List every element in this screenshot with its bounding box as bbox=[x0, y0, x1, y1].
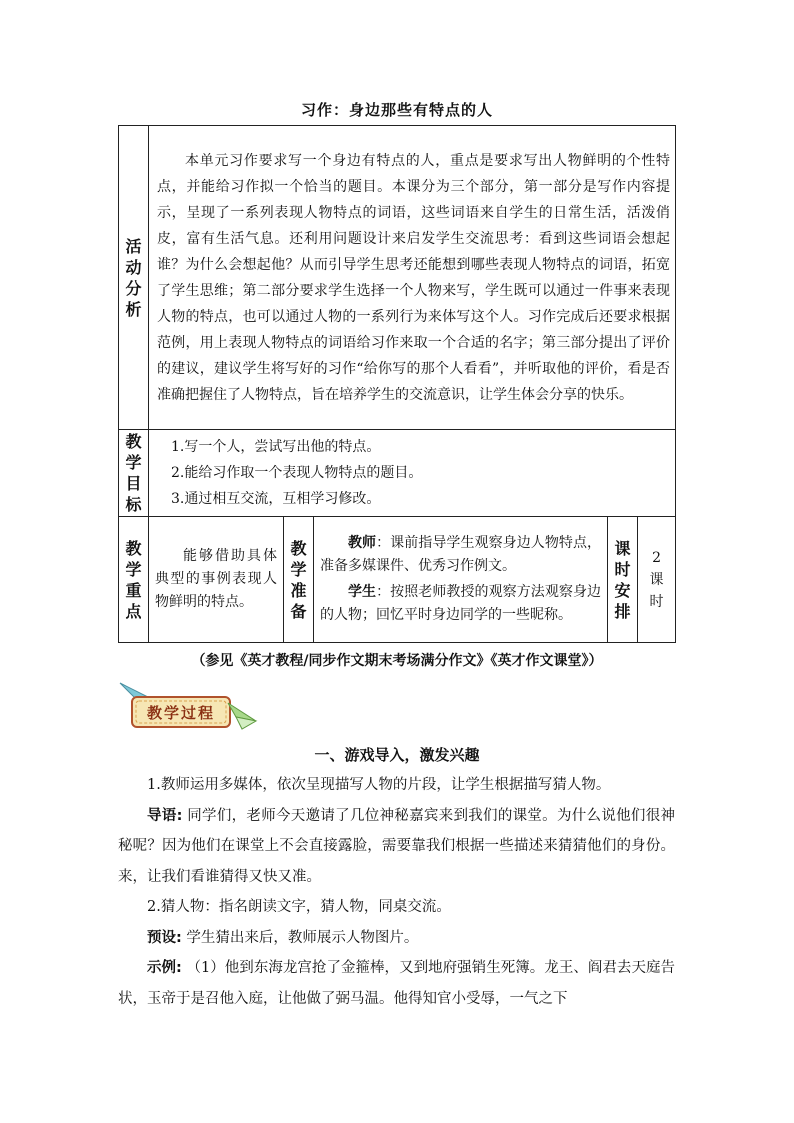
banner-label: 教学过程 bbox=[146, 704, 216, 722]
paragraph: 1.教师运用多媒体，依次呈现描写人物的片段，让学生根据描写猜人物。 bbox=[147, 777, 611, 793]
goal-item: 1.写一个人，尝试写出他的特点。 bbox=[171, 439, 381, 455]
schedule-label: 课 时 安 排 bbox=[608, 517, 638, 643]
keypoint-text: 能够借助具体典型的事例表现人物鲜明的特点。 bbox=[149, 517, 284, 643]
goals-label: 教 学 目 标 bbox=[119, 430, 149, 517]
preparation-text: 教师：课前指导学生观察身边人物特点，准备多媒课件、优秀习作例文。 学生：按照老师教授的观察方法观察身边的人物；回忆平时身边同学的一些昵称。 bbox=[314, 517, 608, 643]
analysis-text: 本单元习作要求写一个身边有特点的人，重点是要求写出人物鲜明的个性特点，并能给习作拟一个恰当的题目。本课分为三个部分，第一部分是写作内容提示，呈现了一系列表现人物特点的词语，这些词语来自学生的日常生活，活泼俏皮，富有生活气息。还利用问题设计来启发学生交流思考：看到这些词语会想起谁？为什么会想起他？从而引导学生思考还能想到哪些表现人物特点的词语，拓宽了学生思维；第二部分要求学生选择一个人物来写，学生既可以通过一件事来表现人物的特点，也可以通过人物的一系列行为来体写这个人。习作完成后还要求根据范例，用上表现人物特点的词语给习作来取一个合适的名字；第三部分提出了评价的建议，建议学生将写好的习作“给你写的那个人看看”，并听取他的评价，看是否准确把握住了人物特点，旨在培养学生的交流意识，让学生体会分享的快乐。 bbox=[149, 126, 676, 430]
keypoint-label: 教 学 重 点 bbox=[119, 517, 149, 643]
source-note: （参见《英才教程/同步作文期末考场满分作文》《英才作文课堂》） bbox=[191, 653, 603, 669]
section-heading: 一、游戏导入，激发兴趣 bbox=[314, 746, 480, 764]
paragraph: 导语: 同学们，老师今天邀请了几位神秘嘉宾来到我们的课堂。为什么说他们很神秘呢？因为他们在课堂上不会直接露脸，需要靠我们根据一些描述来猜猜他们的身份。来，让我们看谁猜得又快又准。 bbox=[118, 807, 675, 885]
paper-plane-icon bbox=[228, 703, 256, 729]
goal-item: 2.能给习作取一个表现人物特点的题目。 bbox=[171, 465, 423, 481]
teaching-process-banner bbox=[118, 677, 258, 733]
schedule-hours: 2 课 时 bbox=[638, 517, 676, 643]
goals-list bbox=[149, 430, 676, 517]
goal-item: 3.通过相互交流，互相学习修改。 bbox=[171, 491, 381, 507]
analysis-row bbox=[119, 126, 676, 430]
lesson-plan-table bbox=[118, 125, 676, 643]
paragraph: 2.猜人物：指名朗读文字，猜人物，同桌交流。 bbox=[147, 899, 451, 915]
preparation-label: 教 学 准 备 bbox=[284, 517, 314, 643]
paragraph: 预设: 学生猜出来后，教师展示人物图片。 bbox=[147, 929, 419, 946]
keypoint-row bbox=[119, 517, 676, 643]
goals-row bbox=[119, 430, 676, 517]
analysis-label: 活 动 分 析 bbox=[119, 126, 149, 430]
page-title: 习作：身边那些有特点的人 bbox=[300, 101, 493, 119]
paragraph: 示例: （1）他到东海龙宫抢了金箍棒，又到地府强销生死簿。龙王、阎君去天庭告状，玉帝于是召他入庭，让他做了弼马温。他得知官小受辱，一气之下 bbox=[118, 960, 675, 1007]
lesson-body bbox=[118, 770, 675, 1014]
